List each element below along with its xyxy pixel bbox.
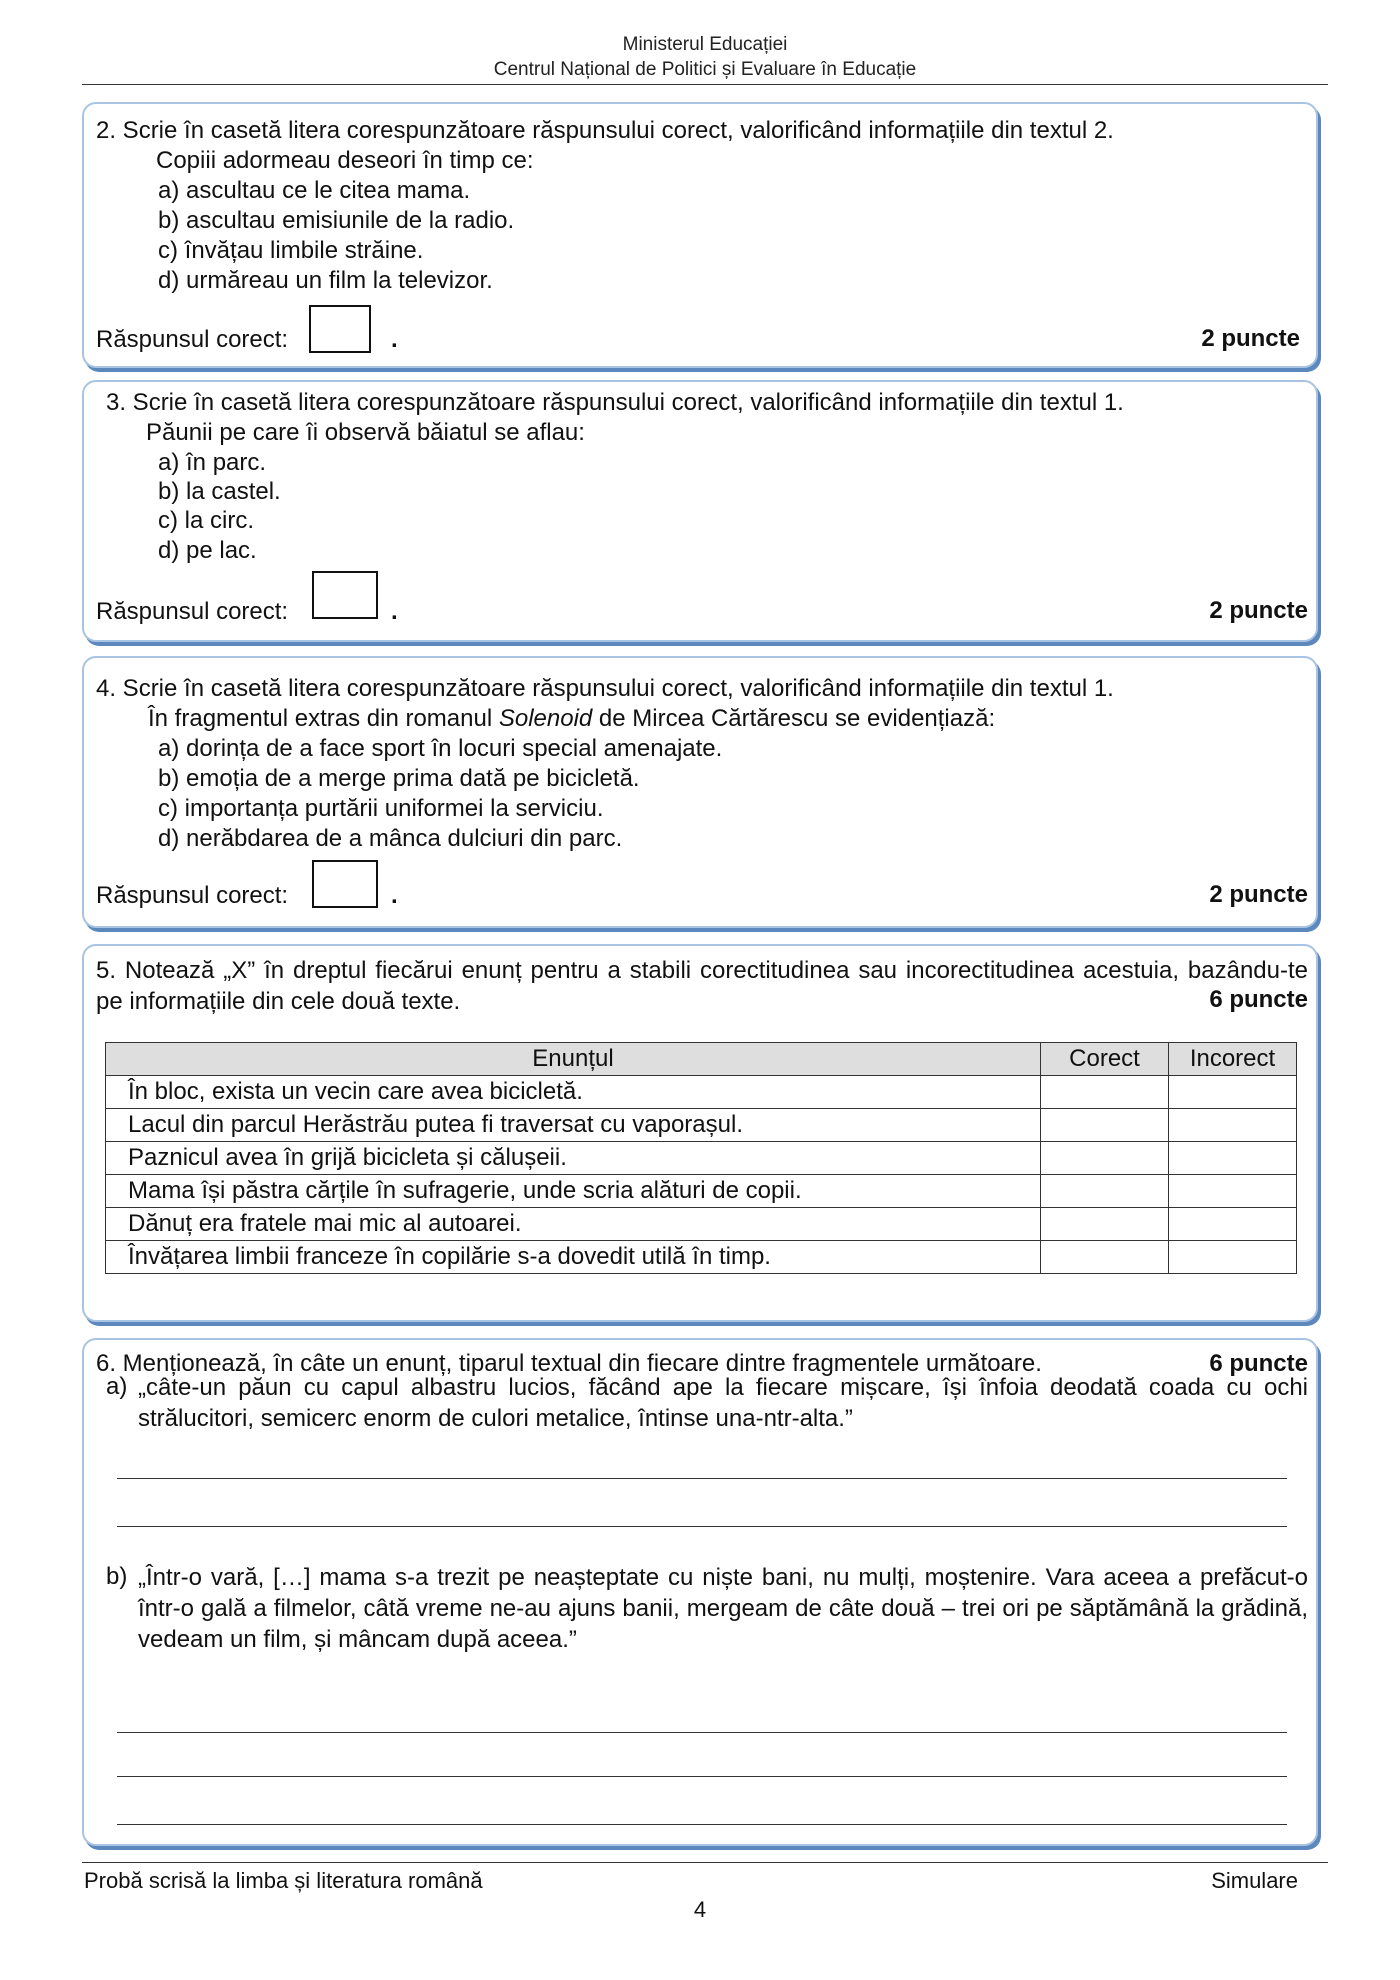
answer-line-b1[interactable] <box>117 1732 1287 1733</box>
header-center: Centrul Național de Politici și Evaluare în Educație <box>493 59 917 80</box>
question-3-option-a: a) în parc. <box>158 449 267 476</box>
question-3-points: 2 puncte <box>1209 597 1308 624</box>
question-6-b-fragment: „Într-o vară, […] mama s-a trezit pe neașteptate cu niște bani, nu mulți, moștenire. Vara aceea a prefăcut-o într-o gală a filmelor, câtă vreme ne-au ajuns banii, mergeam de câte două – trei ori pe săptămână la grădină, vedeam un film, și mâncam după aceea.” <box>138 1564 1308 1653</box>
question-3-answer-box[interactable] <box>312 571 378 619</box>
question-2-option-b: b) ascultau emisiunile de la radio. <box>158 207 515 234</box>
question-4-answer-box[interactable] <box>312 860 378 908</box>
question-6-a-label: a) <box>106 1373 128 1400</box>
question-4-option-d: d) nerăbdarea de a mânca dulciuri din parc. <box>158 825 623 852</box>
question-4-option-a: a) dorința de a face sport în locuri special amenajate. <box>158 735 723 762</box>
question-4-option-c: c) importanța purtării uniformei la serviciu. <box>158 795 604 822</box>
question-6-prompt: 6. Menționează, în câte un enunț, tiparul textual din fiecare dintre fragmentele următoare. <box>96 1350 1042 1377</box>
answer-line-b3[interactable] <box>117 1824 1287 1825</box>
question-4-stem-start: În fragmentul extras din romanul <box>148 705 499 732</box>
question-2-points: 2 puncte <box>1201 325 1300 352</box>
header-ministry: Ministerul Educației <box>622 34 788 55</box>
statement-text: Mama își păstra cărțile în sufragerie, unde scria alături de copii. <box>106 1175 1041 1208</box>
table-row <box>106 1241 1297 1274</box>
table-row <box>106 1109 1297 1142</box>
table-row <box>106 1175 1297 1208</box>
incorrect-cell[interactable] <box>1169 1241 1297 1274</box>
incorrect-cell[interactable] <box>1169 1076 1297 1109</box>
question-5-prompt: 5. Notează „X” în dreptul fiecărui enunț pentru a stabili corectitudinea sau incorectitudinea acestuia, bazându-te pe informațiile din cele două texte. <box>96 957 1308 1015</box>
column-correct: Corect <box>1041 1043 1169 1076</box>
page-header <box>82 32 1328 82</box>
answer-line-a1[interactable] <box>117 1478 1287 1479</box>
statement-text: Paznicul avea în grijă bicicleta și călușeii. <box>106 1142 1041 1175</box>
incorrect-cell[interactable] <box>1169 1208 1297 1241</box>
question-3-answer-label: Răspunsul corect: <box>96 598 289 625</box>
question-4-answer-dot: . <box>391 882 398 909</box>
header-divider <box>82 84 1328 85</box>
question-2-answer-label: Răspunsul corect: <box>96 326 289 353</box>
question-2-option-a: a) ascultau ce le citea mama. <box>158 177 471 204</box>
correct-cell[interactable] <box>1041 1175 1169 1208</box>
question-4-answer-label: Răspunsul corect: <box>96 882 289 909</box>
question-6-b-label: b) <box>106 1563 128 1590</box>
question-4-stem <box>148 704 995 734</box>
correct-cell[interactable] <box>1041 1076 1169 1109</box>
true-false-table <box>105 1042 1297 1274</box>
correct-cell[interactable] <box>1041 1142 1169 1175</box>
footer-exam-type: Simulare <box>1211 1868 1298 1893</box>
statement-text: Învățarea limbii franceze în copilărie s-a dovedit utilă în timp. <box>106 1241 1041 1274</box>
question-4-prompt: 4. Scrie în casetă litera corespunzătoare răspunsului corect, valorificând informațiile din textul 1. <box>96 675 1114 702</box>
question-3-option-d: d) pe lac. <box>158 537 257 564</box>
question-4-stem-end: de Mircea Cărtărescu se evidențiază: <box>592 705 996 732</box>
page-number: 4 <box>693 1897 707 1922</box>
question-4-option-b: b) emoția de a merge prima dată pe bicicletă. <box>158 765 640 792</box>
question-3-stem: Păunii pe care îi observă băiatul se aflau: <box>146 419 585 446</box>
column-incorrect: Incorect <box>1169 1043 1297 1076</box>
question-2-answer-dot: . <box>391 326 398 353</box>
table-row <box>106 1142 1297 1175</box>
footer-divider <box>82 1862 1328 1863</box>
correct-cell[interactable] <box>1041 1208 1169 1241</box>
statement-text: Dănuț era fratele mai mic al autoarei. <box>106 1208 1041 1241</box>
question-2-stem: Copiii adormeau deseori în timp ce: <box>156 147 534 174</box>
answer-line-b2[interactable] <box>117 1776 1287 1777</box>
question-6-a-fragment: „câte-un păun cu capul albastru lucios, făcând ape la fiecare mișcare, își înfoia deodată coada cu ochi strălucitori, semicerc enorm de culori metalice, întinse una-ntr-alta.” <box>138 1374 1308 1432</box>
question-3-option-c: c) la circ. <box>158 507 254 534</box>
column-statement: Enunțul <box>106 1043 1041 1076</box>
question-4-points: 2 puncte <box>1209 881 1308 908</box>
question-4-novel-title: Solenoid <box>498 705 593 732</box>
correct-cell[interactable] <box>1041 1109 1169 1142</box>
question-2-option-d: d) urmăreau un film la televizor. <box>158 267 493 294</box>
incorrect-cell[interactable] <box>1169 1175 1297 1208</box>
incorrect-cell[interactable] <box>1169 1142 1297 1175</box>
question-3-prompt: 3. Scrie în casetă litera corespunzătoare răspunsului corect, valorificând informațiile din textul 1. <box>106 389 1124 416</box>
footer-subject: Probă scrisă la limba și literatura română <box>84 1868 483 1893</box>
table-header-row <box>106 1043 1297 1076</box>
table-row <box>106 1208 1297 1241</box>
question-2-option-c: c) învățau limbile străine. <box>158 237 424 264</box>
question-3-answer-dot: . <box>391 598 398 625</box>
statement-text: În bloc, exista un vecin care avea bicicletă. <box>106 1076 1041 1109</box>
table-row <box>106 1076 1297 1109</box>
question-3-option-b: b) la castel. <box>158 478 281 505</box>
correct-cell[interactable] <box>1041 1241 1169 1274</box>
question-5-points: 6 puncte <box>1209 986 1308 1013</box>
answer-line-a2[interactable] <box>117 1526 1287 1527</box>
question-2-answer-box[interactable] <box>309 305 371 353</box>
incorrect-cell[interactable] <box>1169 1109 1297 1142</box>
question-6-points: 6 puncte <box>1209 1350 1308 1377</box>
statement-text: Lacul din parcul Herăstrău putea fi traversat cu vaporașul. <box>106 1109 1041 1142</box>
question-2-prompt: 2. Scrie în casetă litera corespunzătoare răspunsului corect, valorificând informațiile din textul 2. <box>96 117 1114 144</box>
